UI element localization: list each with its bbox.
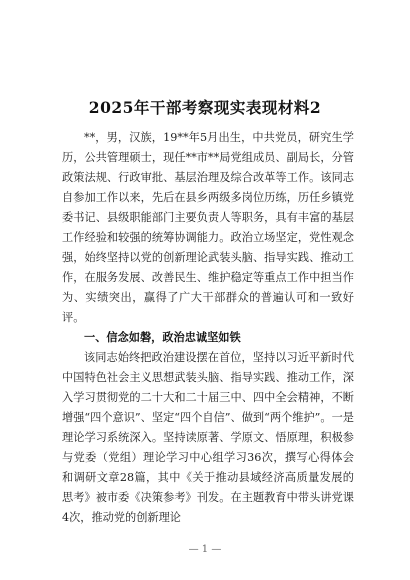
section-paragraph: 该同志始终把政治建设摆在首位，坚持以习近平新时代中国特色社会主义思想武装头脑、指导实践、推动工作，深入学习贯彻党的二十大和二十届三中、四中全会精神，不断增强“四个意识”、坚定“四个自信”、做到“两个维护”。一是理论学习系统深入。坚持读原著、学原文、悟原理，积极参与党委（党组）理论学习中心组学习36次，撰写心得体会和调研文章28篇，其中《关于推动县域经济高质量发展的思考》被市委《决策参考》刊发。在主题教育中带头讲党课4次，推动党的创新理论 (62, 351, 354, 524)
section-heading: 一、信念如磐，政治忠诚坚如铁 (84, 330, 241, 344)
intro-paragraph: **，男，汉族，19**年5月出生，中共党员，研究生学历，公共管理硕士，现任**市**局党组成员、副局长，分管政策法规、行政审批、基层治理及综合改革等工作。该同志自参加工作以来，先后在县乡两级多岗位历练，历任乡镇党委书记、县级职能部门主要负责人等职务，具有丰富的基层工作经验和较强的统筹协调能力。政治立场坚定，党性观念强，始终坚持以党的创新理论武装头脑、指导实践、推动工作，在服务发展、改善民生、维护稳定等重点工作中担当作为、实绩突出，赢得了广大干部群众的普遍认可和一致好评。 (62, 131, 354, 324)
page-number: — 1 — (188, 544, 222, 555)
document-title: 2025年干部考察现实表现材料2 (88, 98, 322, 117)
